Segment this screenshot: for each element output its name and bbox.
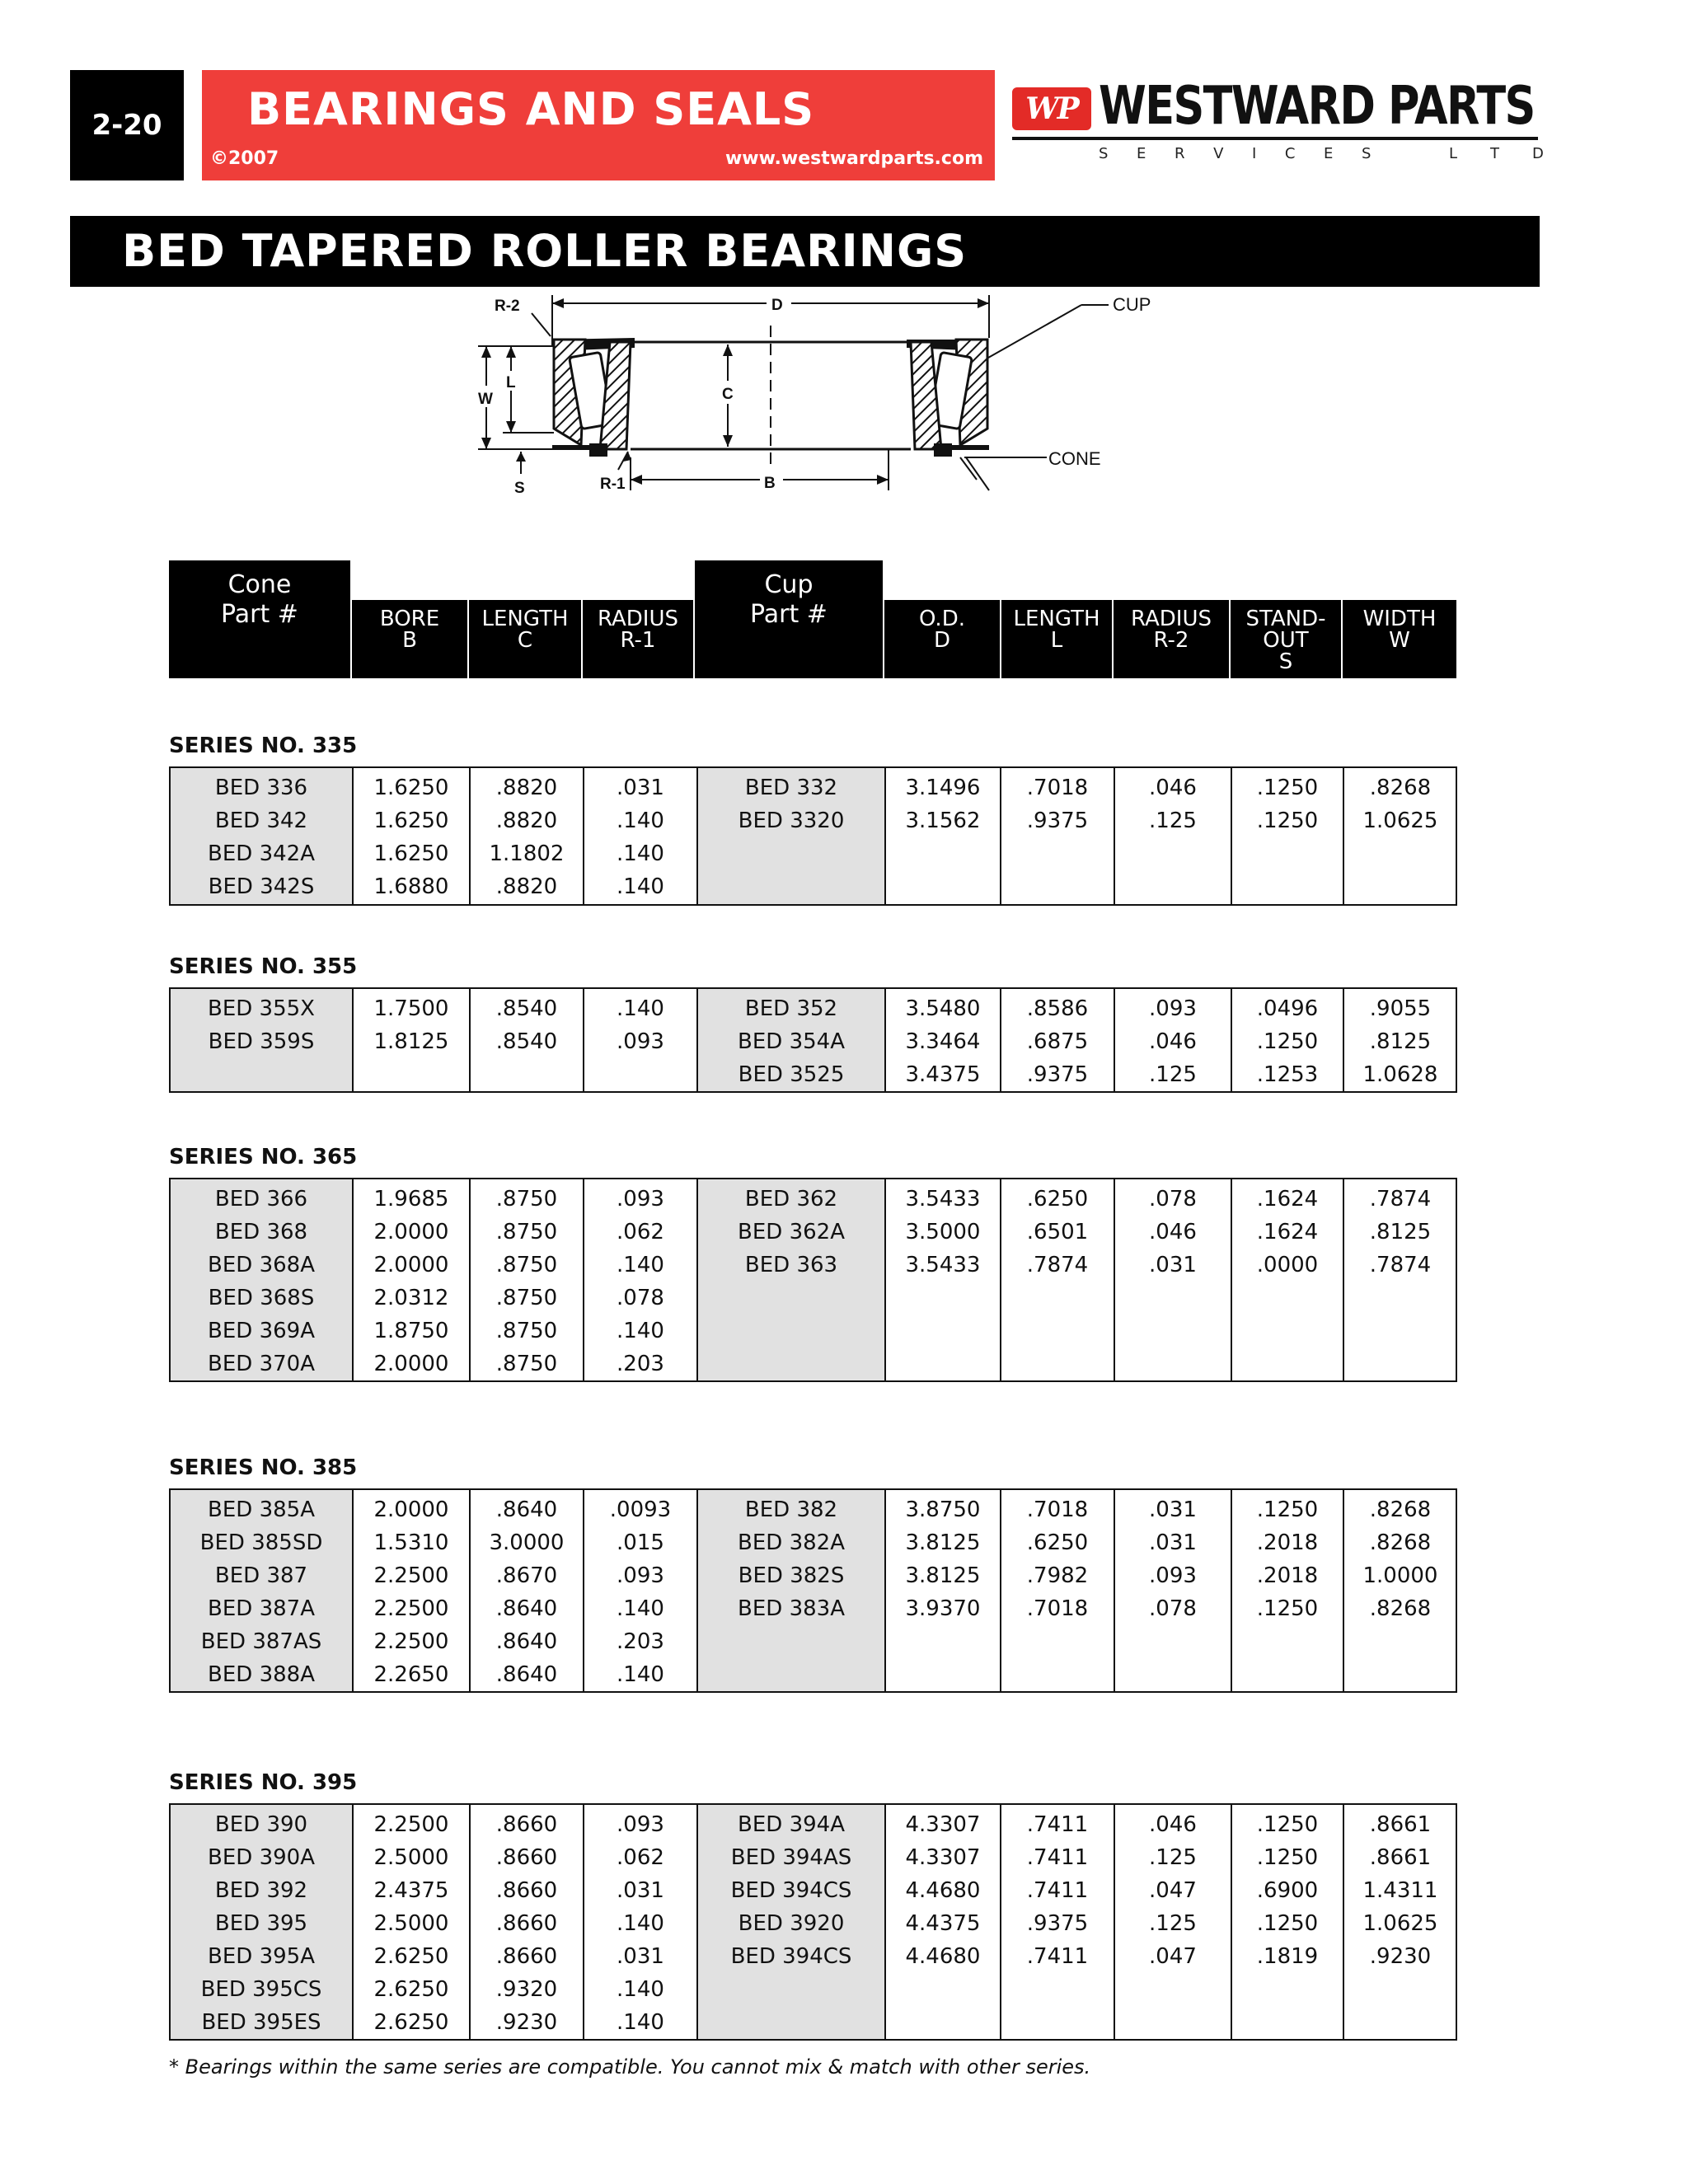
table-row: BED 395 2.5000 .8660 .140 BED 3920 4.4375 .9375 .125 .1250 1.0625 (214, 1911, 1438, 1936)
page-title: BED TAPERED ROLLER BEARINGS (70, 216, 1540, 287)
table-row: BED 395ES 2.6250 .9230 .140 (201, 2010, 664, 2035)
page-number: 2-20 (70, 70, 184, 180)
label-l: L (506, 374, 516, 391)
bearing-diagram (462, 288, 1170, 503)
series-title: SERIES NO. 365 (169, 1145, 358, 1169)
logo-rule (1012, 137, 1538, 140)
series-table-355 (169, 987, 1457, 1093)
col-cup-part: Cup Part # (695, 560, 883, 678)
series-table-385 (169, 1488, 1457, 1693)
table-row: BED 368 2.0000 .8750 .062 BED 362A 3.5000 .6501 .046 .1624 .8125 (214, 1220, 1432, 1244)
table-row: BED 395CS 2.6250 .9320 .140 (200, 1977, 664, 2002)
brand-subtitle: S E R V I C E S L T D (1099, 145, 1544, 162)
section-banner (202, 70, 995, 180)
label-cup: CUP (1113, 294, 1151, 315)
label-d: D (771, 297, 783, 314)
col-radius-r2: RADIUS R-2 (1114, 600, 1229, 678)
table-row: BED 385SD 1.5310 3.0000 .015 BED 382A 3.8125 .6250 .031 .2018 .8268 (199, 1530, 1432, 1555)
brand-logo (1012, 76, 1544, 175)
table-row: BED 342S 1.6880 .8820 .140 (208, 874, 664, 899)
footnote: * Bearings within the same series are compatible. You cannot mix & match with other series. (169, 2055, 1091, 2079)
col-radius-r1: RADIUS R-1 (583, 600, 693, 678)
table-header (169, 560, 1456, 678)
table-row: BED 392 2.4375 .8660 .031 BED 394CS 4.4680 .7411 .047 .6900 1.4311 (214, 1878, 1438, 1903)
label-b: B (764, 475, 776, 492)
brand-name: WESTWARD PARTS (1099, 76, 1535, 137)
col-length-c: LENGTH C (469, 600, 581, 678)
table-row: BED 390 2.2500 .8660 .093 BED 394A 4.3307 .7411 .046 .1250 .8661 (214, 1812, 1432, 1837)
table-row: BED 385A 2.0000 .8640 .0093 BED 382 3.8750 .7018 .031 .1250 .8268 (208, 1497, 1432, 1522)
label-r2: R-2 (495, 298, 520, 315)
table-row: BED 387A 2.2500 .8640 .140 BED 383A 3.9370 .7018 .078 .1250 .8268 (208, 1596, 1432, 1621)
logo-mark-icon: WP (1012, 87, 1091, 130)
table-row: BED 395A 2.6250 .8660 .031 BED 394CS 4.4680 .7411 .047 .1819 .9230 (208, 1944, 1432, 1969)
table-row: BED 388A 2.2650 .8640 .140 (208, 1662, 664, 1687)
table-row: BED 3525 3.4375 .9375 .125 .1253 1.0628 (738, 1062, 1438, 1087)
series-title: SERIES NO. 395 (169, 1770, 358, 1795)
table-row: BED 336 1.6250 .8820 .031 BED 332 3.1496 .7018 .046 .1250 .8268 (214, 776, 1432, 800)
series-title: SERIES NO. 385 (169, 1455, 358, 1480)
series-table-365 (169, 1178, 1457, 1382)
col-bore: BORE B (352, 600, 467, 678)
series-table-335 (169, 766, 1457, 906)
table-row: BED 355X 1.7500 .8540 .140 BED 352 3.5480 .8586 .093 .0496 .9055 (208, 996, 1432, 1021)
table-row: BED 366 1.9685 .8750 .093 BED 362 3.5433 .6250 .078 .1624 .7874 (214, 1187, 1432, 1212)
label-c: C (722, 386, 734, 403)
col-width: WIDTH W (1343, 600, 1456, 678)
table-row: BED 342A 1.6250 1.1802 .140 (208, 841, 664, 866)
table-row: BED 387AS 2.2500 .8640 .203 (200, 1629, 664, 1654)
table-row: BED 368A 2.0000 .8750 .140 BED 363 3.5433 .7874 .031 .0000 .7874 (208, 1253, 1432, 1277)
label-cone: CONE (1048, 448, 1101, 469)
table-row: BED 359S 1.8125 .8540 .093 BED 354A 3.3464 .6875 .046 .1250 .8125 (208, 1029, 1432, 1054)
table-row: BED 368S 2.0312 .8750 .078 (208, 1286, 664, 1310)
table-row: BED 390A 2.5000 .8660 .062 BED 394AS 4.3307 .7411 .125 .1250 .8661 (208, 1845, 1432, 1870)
table-row: BED 369A 1.8750 .8750 .140 (208, 1319, 664, 1343)
col-od: O.D. D (884, 600, 1000, 678)
series-title: SERIES NO. 355 (169, 954, 358, 979)
col-length-l: LENGTH L (1001, 600, 1112, 678)
website-link[interactable]: www.westwardparts.com (724, 148, 983, 169)
copyright: ©2007 (210, 148, 279, 169)
table-row: BED 370A 2.0000 .8750 .203 (208, 1352, 664, 1376)
col-standout: STAND- OUT S (1231, 600, 1341, 678)
col-cone-part: Cone Part # (169, 560, 350, 678)
table-row: BED 387 2.2500 .8670 .093 BED 382S 3.8125 .7982 .093 .2018 1.0000 (214, 1563, 1438, 1588)
section-title: BEARINGS AND SEALS (247, 83, 815, 135)
table-row: BED 342 1.6250 .8820 .140 BED 3320 3.1562 .9375 .125 .1250 1.0625 (214, 808, 1438, 833)
label-w: W (478, 391, 493, 408)
series-table-395 (169, 1803, 1457, 2041)
label-r1: R-1 (600, 476, 626, 493)
series-title: SERIES NO. 335 (169, 733, 358, 758)
label-s: S (514, 480, 525, 497)
